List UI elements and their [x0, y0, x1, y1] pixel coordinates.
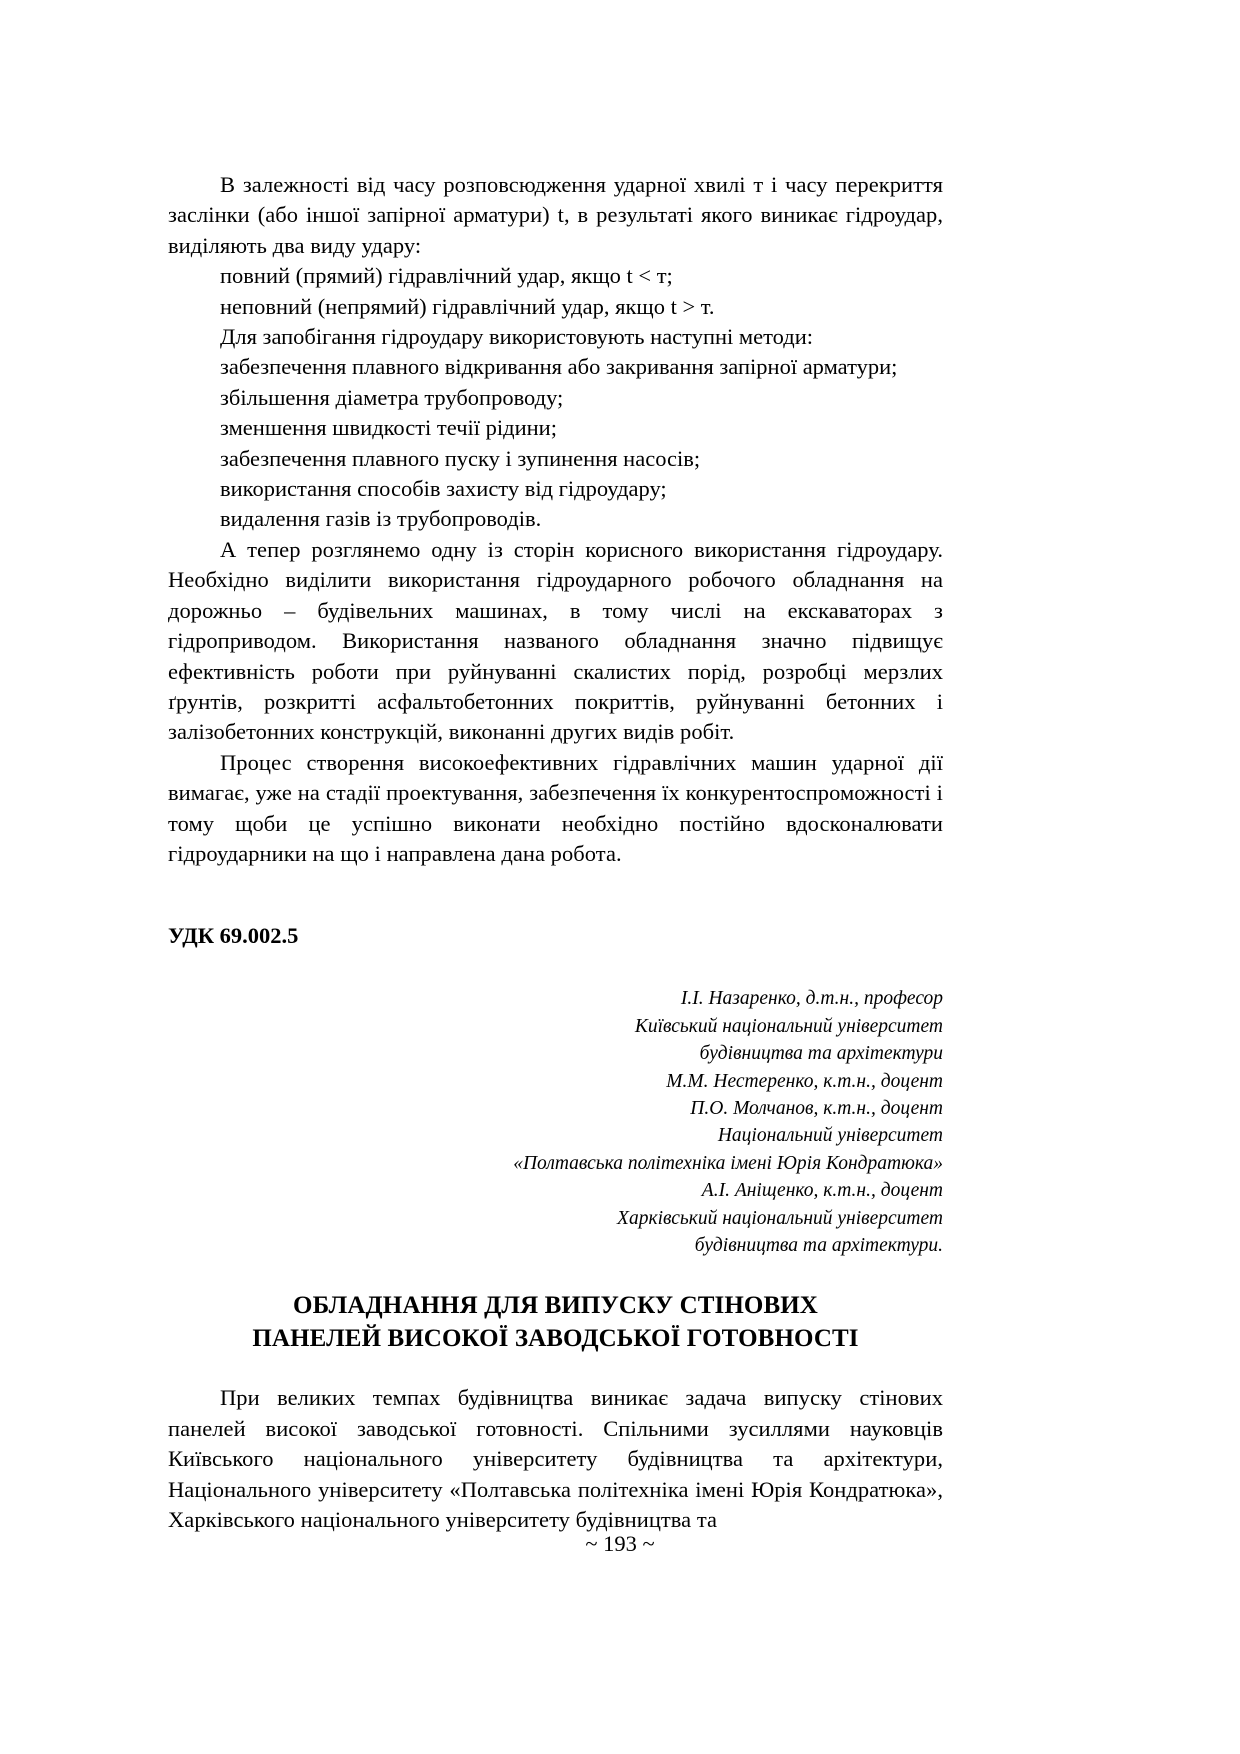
affiliation-line-text: «Полтавська політехніка імені Юрія Кондратюка» — [513, 1152, 943, 1174]
page-number-label: ~ 193 ~ — [585, 1531, 655, 1556]
list-item — [168, 504, 943, 534]
list-item — [168, 474, 943, 504]
udc-code-label: УДК 69.002.5 — [168, 923, 299, 949]
paragraph-process — [168, 748, 943, 870]
list-item-label: зменшення швидкості течії рідини; — [220, 415, 557, 441]
affiliation-line-text: Національний університет — [717, 1125, 943, 1147]
list-item-label: використання способів захисту від гідроудару; — [220, 476, 667, 502]
list-item-label: неповний (непрямий) гідравлічний удар, якщо t > т. — [220, 293, 715, 319]
affiliation-line — [168, 1150, 943, 1177]
article-title — [168, 1289, 943, 1355]
author-line-text: А.І. Аніщенко, к.т.н., доцент — [701, 1180, 943, 1202]
list-item-label: повний (прямий) гідравлічний удар, якщо t < т; — [220, 263, 673, 289]
author-line — [168, 1177, 943, 1204]
list-item-label: забезпечення плавного пуску і зупинення насосів; — [220, 445, 701, 471]
paragraph-hydro-usage-text: А тепер розглянемо одну із сторін корисного використання гідроудару. Необхідно виділити використання гідроударного робочого обладнання на дорожньо – будівельних машинах, в тому числі на екскаваторах з гідроприводом. Використання названого обладнання значно підвищує ефективність роботи при руйнуванні скалистих порід, розробці мерзлих ґрунтів, розкритті асфальтобетонних покриттів, руйнуванні бетонних і залізобетонних конструкцій, виконанні других видів робіт. — [168, 536, 943, 745]
list-item — [168, 352, 943, 382]
affiliation-line — [168, 1040, 943, 1067]
page-content — [168, 170, 943, 1535]
list-item — [168, 444, 943, 474]
list-item-label: збільшення діаметра трубопроводу; — [220, 384, 564, 410]
affiliation-line-text: будівництва та архітектури. — [694, 1235, 943, 1256]
paragraph-intro — [168, 170, 943, 261]
author-line — [168, 1095, 943, 1122]
paragraph-hydro-usage — [168, 535, 943, 748]
list-item-label: забезпечення плавного відкривання або закривання запірної арматури; — [220, 354, 898, 380]
methods-intro-label: Для запобігання гідроудару використовують наступні методи: — [220, 324, 814, 350]
affiliation-line — [168, 1205, 943, 1232]
author-line — [168, 1068, 943, 1095]
list-item — [168, 292, 943, 322]
paragraph-intro-text: В залежності від часу розповсюдження ударної хвилі т і часу перекриття заслінки (або іншої запірної арматури) t, в результаті якого виникає гідроудар, виділяють два виду удару: — [168, 172, 943, 258]
list-item — [168, 383, 943, 413]
paragraph-article-body-text: При великих темпах будівництва виникає задача випуску стінових панелей високої заводської готовності. Спільними зусиллями науковців Київського національного університету будівництва та архітектури, Національного університету «Полтавська політехніка імені Юрія Кондратюка», Харківського національного університету будівництва та — [168, 1385, 943, 1533]
page-number — [0, 1530, 1240, 1558]
author-line-text: П.О. Молчанов, к.т.н., доцент — [690, 1097, 943, 1119]
list-item-label: видалення газів із трубопроводів. — [220, 506, 542, 532]
author-block — [168, 985, 943, 1259]
paragraph-article-body — [168, 1383, 943, 1535]
affiliation-line-text: Київський національний університет — [634, 1015, 943, 1037]
author-line — [168, 985, 943, 1012]
article-title-line: ОБЛАДНАННЯ ДЛЯ ВИПУСКУ СТІНОВИХ — [293, 1292, 818, 1320]
article-title-line: ПАНЕЛЕЙ ВИСОКОЇ ЗАВОДСЬКОЇ ГОТОВНОСТІ — [252, 1325, 859, 1353]
list-item — [168, 413, 943, 443]
author-line-text: М.М. Нестеренко, к.т.н., доцент — [666, 1070, 943, 1092]
udc-code — [168, 921, 943, 951]
affiliation-line — [168, 1013, 943, 1040]
paragraph-process-text: Процес створення високоефективних гідравлічних машин ударної дії вимагає, уже на стадії проектування, забезпечення їх конкурентоспроможності і тому щоби це успішно виконати необхідно постійно вдосконалювати гідроударники на що і направлена дана робота. — [168, 749, 943, 866]
methods-intro — [168, 322, 943, 352]
affiliation-line — [168, 1232, 943, 1259]
affiliation-line-text: будівництва та архітектури — [699, 1043, 943, 1065]
affiliation-line — [168, 1122, 943, 1149]
author-line-text: І.І. Назаренко, д.т.н., професор — [680, 988, 943, 1010]
list-item — [168, 261, 943, 291]
affiliation-line-text: Харківський національний університет — [617, 1207, 943, 1229]
